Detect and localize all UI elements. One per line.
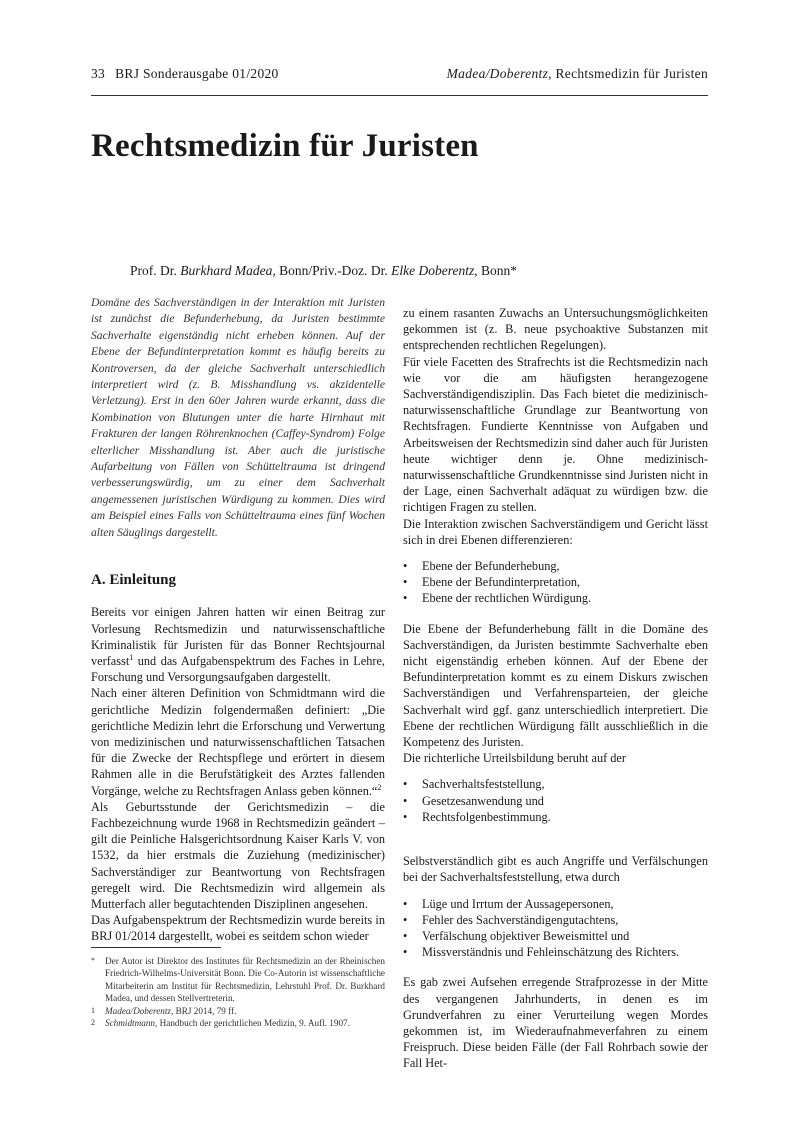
abstract: Domäne des Sachverständigen in der Interaktion mit Juristen ist zunächst die Befunderhebung, da Juristen bestimmte Sachverhalte eigenständig nicht erheben können. Auf der Ebene der Befundinterpretation kommt es häufig bereits zu Kontroversen, da der gleiche Sachverhalt unterschiedlich interpretiert wird (z. B. Misshandlung vs. akzidentelle Verletzung). Erst in den 60er Jahren wurde erkannt, dass die Kombination von Blutungen unter die harte Hirnhaut mit Frakturen der langen Röhrenknochen (Caffey-Syndrom) Folge elterlicher Misshandlung ist. Aber auch die juristische Aufarbeitung von Fällen von Schütteltrauma ist dringend verbesserungswürdig, um zu einer dem Sachverhalt angemessenen juristischen Würdigung zu kommen. Dies wird am Beispiel eines Falls von Schütteltrauma eines fünf Wochen alten Säuglings dargestellt.	[91, 296, 385, 539]
bullet-list-falsification	[403, 896, 708, 961]
right-paragraph-4: Die Ebene der Befunderhebung fällt in die Domäne des Sachverständigen, da Juristen bestimmte Sachverhalte eben nicht eigenständig erheben können. Auf der Ebene der Befundinterpretation kommt es zu einem Diskurs zwischen Sachverständigen und Verfahrensparteien, der gleiche Sachverhalt wird ggf. ganz unterschiedlich interpretiert. Die Ebene der rechtlichen Würdigung fällt ausschließlich in die Kompetenz des Juristen.	[403, 621, 708, 750]
list-item: • Fehler des Sachverständigengutachtens,	[403, 912, 708, 928]
journal-name: BRJ Sonderausgabe 01/2020	[115, 66, 279, 81]
right-paragraph-3: Die Interaktion zwischen Sachverständigem und Gericht lässt sich in drei Ebenen differenzieren:	[403, 516, 708, 547]
footnotes	[91, 955, 385, 1029]
footnote-ref-2[interactable]: 2	[377, 782, 382, 792]
footnote-author: Madea/Doberentz,	[105, 1005, 174, 1016]
header-short-title: Rechtsmedizin für Juristen	[551, 66, 708, 81]
running-header	[91, 66, 708, 86]
footnote-text: Der Autor ist Direktor des Institutes für Rechtsmedizin an der Rheinischen Friedrich-Wilhelms-Universität Bonn. Die Co-Autorin ist wissenschaftliche Mitarbeiterin am Institut für Rechtsmedizin, Lehrstuhl Prof. Dr. Burkhard Madea, und dessen Stellvertreterin.	[105, 956, 385, 1004]
footnote-marker: *	[91, 956, 95, 965]
footnote-author: Schmidtmann,	[105, 1018, 158, 1029]
left-p2-text: Nach einer älteren Definition von Schmidtmann wird die gerichtliche Medizin folgendermaßen definiert: „Die gerichtliche Medizin lehrt die Erforschung und Verwertung von medizinischen und naturwissenschaftlichen Tatsachen für die Zwecke der Rechtspflege und erörtert in diesem Rahmen alle in die Berufstätigkeit des Arztes fallenden Vorgänge, welche zu Rechtsfragen Anlass geben können.“	[91, 686, 385, 798]
author1-affiliation: , Bonn/Priv.-Doz. Dr.	[272, 263, 392, 278]
author2-name: Elke Doberentz	[391, 263, 475, 278]
bullet-list-judgement	[403, 776, 708, 825]
list-item: • Ebene der rechtlichen Würdigung.	[403, 590, 708, 606]
right-paragraph-2: Für viele Facetten des Strafrechts ist die Rechtsmedizin nach wie vor die am häufigsten herangezogene Sachverständigendisziplin. Das Fach bietet die medizinisch-naturwissenschaftliche Grundlage zur Beantwortung von Rechtsfragen. Fundierte Kenntnisse von Aufgaben und Arbeitsweisen der Rechtsmedizin sind daher auch für Juristen heute wichtiger denn je. Ohne medizinisch-naturwissenschaftliche Grundkenntnisse sind Juristen nicht in der Lage, einen Sachverhalt adäquat zu würdigen bzw. die richtigen Fragen zu stellen.	[403, 354, 708, 515]
left-paragraph-4: Das Aufgabenspektrum der Rechtsmedizin wurde bereits in BRJ 01/2014 dargestellt, wobei es seitdem schon wieder	[91, 913, 385, 944]
author-line	[130, 263, 517, 279]
footnote-marker: 2	[91, 1018, 95, 1028]
right-paragraph-5: Die richterliche Urteilsbildung beruht auf der	[403, 751, 626, 766]
section-heading: A. Einleitung	[91, 572, 177, 589]
list-item: • Missverständnis und Fehleinschätzung des Richters.	[403, 944, 708, 960]
list-item: • Rechtsfolgenbestimmung.	[403, 809, 708, 825]
footnote-star	[91, 955, 385, 1005]
list-item: • Gesetzesanwendung und	[403, 793, 708, 809]
left-paragraph-3: Als Geburtsstunde der Gerichtsmedizin – die Fachbezeichnung wurde 1968 in Rechtsmedizin geändert – gilt die Peinliche Halsgerichtsordnung Kaiser Karls V. von 1532, da hier erstmals die Zuziehung (medizinischer) Sachverständiger zur Beantwortung von Rechtsfragen geregelt wird. Die Rechtsmedizin wird allgemein als Mutterfach aller begutachtenden Disziplinen angesehen.	[91, 799, 385, 911]
left-p1-text-a: Bereits vor einigen Jahren hatten wir einen Beitrag zur Vorlesung Rechtsmedizin und naturwissenschaftliche Kriminalistik für Juristen für das Bonner Rechtsjournal verfasst	[91, 605, 385, 668]
left-p1-text-b: und das Aufgabenspektrum des Faches in Lehre, Forschung und Versorgungsaufgaben dargestellt.	[91, 653, 385, 685]
footnote-text: Handbuch der gerichtlichen Medizin, 9. Aufl. 1907.	[157, 1018, 350, 1029]
list-item: • Sachverhaltsfeststellung,	[403, 776, 708, 792]
header-rule	[91, 95, 708, 96]
right-column	[403, 305, 708, 1072]
footnote-1	[91, 1005, 385, 1017]
footnote-rule	[91, 947, 221, 948]
footnote-marker: 1	[91, 1005, 95, 1015]
footnote-2	[91, 1017, 385, 1029]
page-number: 33	[91, 66, 106, 81]
left-paragraph-1	[91, 604, 385, 685]
author2-affiliation: , Bonn*	[474, 263, 517, 278]
author1-prefix: Prof. Dr.	[130, 263, 181, 278]
author1-name: Burkhard Madea	[180, 263, 273, 278]
article-title: Rechtsmedizin für Juristen	[91, 128, 479, 164]
right-paragraph-7: Es gab zwei Aufsehen erregende Strafprozesse in der Mitte des vergangenen Jahrhunderts, in denen es im Grundverfahren zu einer Verurteilung wegen Mordes gekommen ist, im Wiederaufnahmeverfahren zu einem Freispruch. Diese beiden Fälle (der Fall Rohrbach sowie der Fall Het-	[403, 975, 708, 1071]
footnote-ref-1[interactable]: 1	[129, 652, 134, 662]
left-column	[91, 295, 385, 945]
right-paragraph-1: zu einem rasanten Zuwachs an Untersuchungsmöglichkeiten gekommen ist (z. B. neue psychoaktive Substanzen mit entsprechenden rechtlichen Regelungen).	[403, 306, 708, 353]
list-item: • Ebene der Befunderhebung,	[403, 558, 708, 574]
bullet-list-levels	[403, 558, 708, 607]
list-item: • Lüge und Irrtum der Aussagepersonen,	[403, 896, 708, 912]
left-paragraph-2	[91, 685, 385, 798]
footnote-text: BRJ 2014, 79 ff.	[173, 1005, 237, 1016]
list-item: • Verfälschung objektiver Beweismittel und	[403, 928, 708, 944]
spacer	[403, 839, 708, 853]
header-left	[91, 66, 279, 82]
header-authors: Madea/Doberentz,	[446, 66, 552, 81]
list-item: • Ebene der Befundinterpretation,	[403, 574, 708, 590]
right-paragraph-6: Selbstverständlich gibt es auch Angriffe und Verfälschungen bei der Sachverhaltsfeststellung, etwa durch	[403, 854, 708, 885]
header-right	[447, 66, 708, 82]
